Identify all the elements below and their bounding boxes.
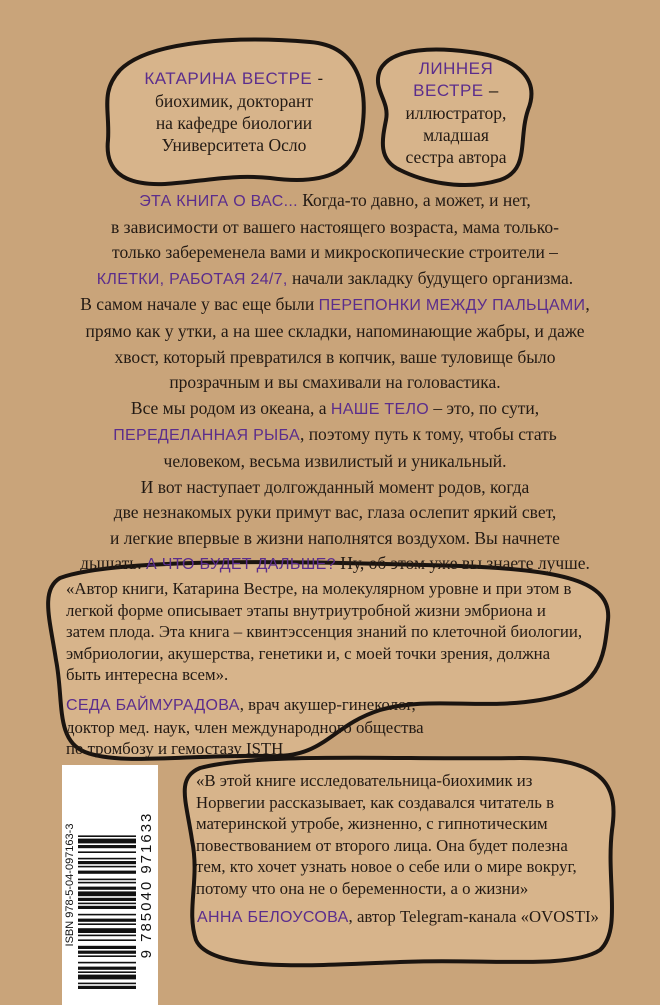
description-line-5: [70, 292, 600, 319]
isbn-number: ISBN 978-5-04-097163-3: [64, 823, 76, 947]
review-quote-belousova: [196, 770, 600, 928]
barcode-bar: [78, 906, 136, 909]
text-run: и легкие впервые в жизни наполнятся воздухом. Вы начнете: [110, 527, 560, 548]
description-line-7: [70, 345, 600, 371]
reviewer-title: , врач акушер-гинеколог,: [239, 694, 416, 714]
barcode-bar: [78, 983, 136, 985]
barcode-bar: [78, 971, 136, 973]
description-line-2: [70, 215, 600, 241]
text-run: ,: [585, 294, 590, 315]
author-katarina-dash: -: [312, 69, 324, 88]
text-run: хвост, который превратился в копчик, ваше туловище было: [114, 346, 556, 367]
barcode-bar: [78, 919, 136, 922]
author-katarina-caption: [118, 68, 350, 156]
text-run: прозрачным и вы смахивали на головастика.: [169, 372, 501, 393]
barcode-bar: [78, 946, 136, 949]
text-run: – это, по сути,: [429, 397, 540, 418]
barcode-bar: [78, 858, 136, 860]
barcode-bar: [78, 898, 136, 901]
text-run: начали закладку будущего организма.: [287, 267, 574, 288]
reviewer-title-line-2: доктор мед. наук, член международного общества: [66, 717, 424, 737]
barcode-bar: [78, 935, 136, 937]
barcode-digits: 9 785040 971633: [138, 811, 155, 959]
text-run: человеком, весьма извилистый и уникальный.: [163, 450, 507, 471]
highlight-this-book: ЭТА КНИГА О ВАС...: [139, 193, 298, 210]
author-linnea-name-2: ВЕСТРЕ: [413, 81, 484, 100]
reviewer-name: АННА БЕЛОУСОВА: [197, 908, 349, 926]
description-line-9: [70, 396, 600, 423]
reviewer-title-line-3: по тромбозу и гемостазу ISTH: [66, 739, 284, 759]
barcode-bar: [78, 903, 136, 905]
author-linnea-caption: [386, 58, 526, 168]
author-linnea-dash: –: [483, 81, 499, 100]
text-run: Ну, об этом уже вы знаете лучше.: [335, 553, 590, 574]
barcode-bar: [78, 951, 136, 954]
author-linnea-name-1: ЛИННЕЯ: [418, 59, 494, 78]
isbn-barcode: [62, 765, 158, 1005]
text-run: только забеременела вами и микроскопические строители –: [112, 242, 558, 263]
description-line-6: [70, 319, 600, 345]
description-line-3: [70, 240, 600, 266]
highlight-our-body: НАШЕ ТЕЛО: [330, 400, 430, 418]
barcode-bar: [78, 914, 136, 916]
barcode-bar: [78, 861, 136, 864]
description-line-15: [70, 551, 600, 578]
barcode-bar: [78, 923, 136, 925]
text-run: , поэтому путь к тому, чтобы стать: [299, 424, 557, 445]
highlight-webbed-fingers: ПЕРЕПОНКИ МЕЖДУ ПАЛЬЦАМИ: [318, 297, 586, 315]
author-katarina-name: КАТАРИНА ВЕСТРЕ: [144, 69, 313, 88]
highlight-cells: КЛЕТКИ, РАБОТАЯ 24/7,: [96, 270, 288, 288]
text-run: две незнакомых руки примут вас, глаза ослепит яркий свет,: [113, 502, 557, 523]
highlight-what-next: А ЧТО БУДЕТ ДАЛЬШЕ?: [146, 556, 336, 574]
author-linnea-line-2: младшая: [423, 125, 489, 145]
barcode-bar: [78, 967, 136, 970]
reviewer-name: СЕДА БАЙМУРАДОВА: [66, 696, 240, 714]
text-run: В самом начале у вас еще были: [80, 294, 319, 315]
barcode-bar: [78, 928, 136, 933]
author-katarina-line-1: биохимик, докторант: [154, 91, 313, 111]
text-run: прямо как у утки, а на шее складки, напоминающие жабры, и даже: [85, 320, 585, 341]
barcode-bar: [78, 891, 136, 896]
barcode-bar: [78, 835, 136, 837]
barcode-bar: [78, 845, 136, 848]
barcode-bar: [78, 879, 136, 881]
reviewer-title: , автор Telegram-канала «OVOSTI»: [348, 906, 599, 926]
text-run: И вот наступает долгожданный момент родов, когда: [140, 476, 530, 497]
quote-attribution: [66, 694, 586, 717]
book-description: [70, 188, 600, 578]
author-katarina-line-2: на кафедре биологии: [155, 113, 313, 133]
description-line-13: [70, 500, 600, 526]
description-line-8: [70, 370, 600, 396]
text-run: в зависимости от вашего настоящего возраста, мама только-: [111, 216, 559, 237]
quote-text: «В этой книге исследовательница-биохимик из Норвегии рассказывает, как создавался читатель в материнской утробе, жизненно, с гипнотическим повествованием от второго лица. Она будет полезна тем, кто хочет узнать новое о себе или о мире вокруг, потому что она не о беременности, а о жизни»: [196, 771, 577, 898]
quote-text: «Автор книги, Катарина Вестре, на молекулярном уровне и при этом в легкой форме описывает этапы внутриутробной жизни эмбриона и затем плода. Эта книга – квинтэссенция знаний по клеточной биологии, эмбриологии, акушерства, генетики и, с моей точки зрения, должна быть интересна всем».: [66, 579, 583, 685]
barcode-bar: [78, 882, 136, 884]
description-line-10: [70, 422, 600, 449]
author-linnea-line-1: иллюстратор,: [405, 103, 507, 123]
author-katarina-line-3: Университета Осло: [161, 135, 307, 155]
quote-attribution: [196, 906, 600, 929]
text-run: Когда-то давно, а может, и нет,: [297, 190, 531, 210]
barcode-bar: [78, 887, 136, 890]
description-line-11: [70, 449, 600, 475]
text-run: Все мы родом из океана, а: [130, 397, 331, 418]
description-line-14: [70, 526, 600, 552]
description-line-4: [70, 266, 600, 293]
barcode-bar: [78, 871, 136, 874]
author-linnea-name-line-2: [386, 80, 526, 102]
barcode-bar: [78, 986, 136, 989]
barcode-bar: [78, 866, 136, 868]
barcode-bar: [78, 955, 136, 957]
highlight-remade-fish: ПЕРЕДЕЛАННАЯ РЫБА: [113, 427, 300, 445]
barcode-bar: [78, 975, 136, 980]
text-run: дышать.: [80, 553, 146, 574]
barcode-bar: [78, 939, 136, 941]
barcode-bars: [78, 781, 136, 989]
barcode-bar: [78, 962, 136, 964]
author-linnea-line-3: сестра автора: [405, 147, 507, 167]
description-line-12: [70, 475, 600, 501]
review-quote-baymuradova: [66, 578, 586, 760]
barcode-bar: [78, 839, 136, 844]
description-line-1: [70, 188, 600, 215]
author-katarina-name-line: [118, 68, 350, 90]
barcode-bar: [78, 851, 136, 853]
